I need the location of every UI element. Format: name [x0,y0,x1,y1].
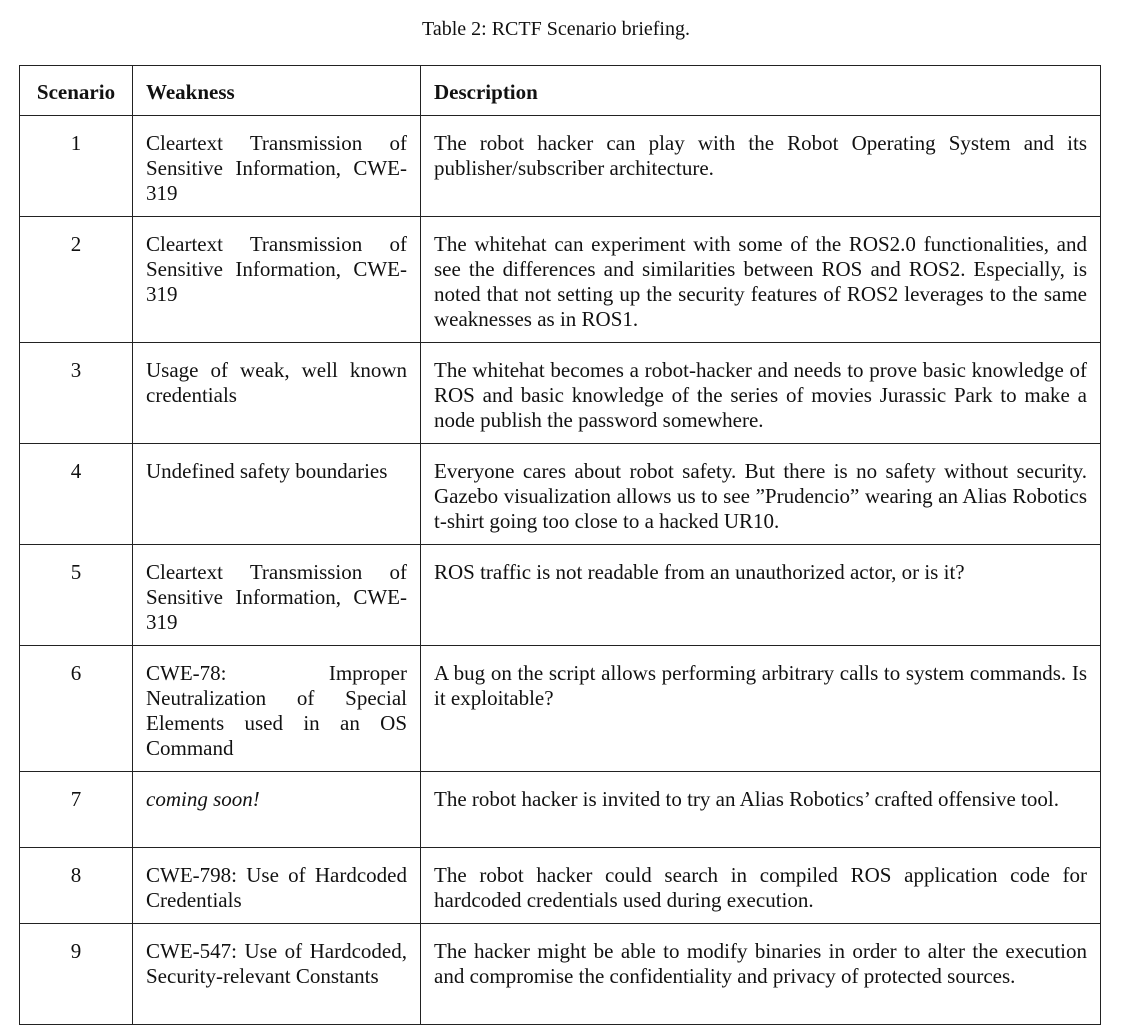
description-text: The whitehat becomes a robot-hacker and needs to prove basic knowledge of ROS and basic knowledge of the series of movies Jurassic Park to make a node publish the password somewhere. [421,343,1101,444]
scenario-number: 1 [20,116,133,217]
table-row [20,444,1101,545]
table-row [20,848,1101,924]
description-text: The whitehat can experiment with some of the ROS2.0 functionalities, and see the differences and similarities between ROS and ROS2. Especially, is noted that not setting up the security features of ROS2 leverages to the same weaknesses as in ROS1. [421,217,1101,343]
table-caption [0,17,1112,41]
table-row [20,646,1101,772]
scenario-number: 5 [20,545,133,646]
weakness-text: Cleartext Transmission of Sensitive Information, CWE-319 [133,116,421,217]
table-header-row [20,66,1101,116]
weakness-text: CWE-547: Use of Hardcoded, Security-relevant Constants [133,924,421,1025]
table-row [20,545,1101,646]
weakness-text: Cleartext Transmission of Sensitive Information, CWE-319 [133,545,421,646]
header-description: Description [421,66,1101,116]
header-weakness: Weakness [133,66,421,116]
scenario-number: 3 [20,343,133,444]
scenario-number: 7 [20,772,133,848]
scenario-number: 6 [20,646,133,772]
weakness-text: CWE-78: Improper Neutralization of Special Elements used in an OS Command [133,646,421,772]
header-scenario: Scenario [20,66,133,116]
weakness-text: CWE-798: Use of Hardcoded Credentials [133,848,421,924]
table-caption-text: RCTF Scenario briefing. [491,18,690,40]
description-text: A bug on the script allows performing arbitrary calls to system commands. Is it exploitable? [421,646,1101,772]
description-text: The robot hacker is invited to try an Alias Robotics’ crafted offensive tool. [421,772,1101,848]
table-caption-label: Table 2: [422,18,487,40]
description-text: ROS traffic is not readable from an unauthorized actor, or is it? [421,545,1101,646]
description-text: The hacker might be able to modify binaries in order to alter the execution and compromise the confidentiality and privacy of protected sources. [421,924,1101,1025]
description-text: Everyone cares about robot safety. But there is no safety without security. Gazebo visualization allows us to see ”Prudencio” wearing an Alias Robotics t-shirt going too close to a hacked UR10. [421,444,1101,545]
description-text: The robot hacker could search in compiled ROS application code for hardcoded credentials used during execution. [421,848,1101,924]
weakness-text: coming soon! [133,772,421,848]
table-row [20,116,1101,217]
scenario-number: 9 [20,924,133,1025]
weakness-text: Usage of weak, well known credentials [133,343,421,444]
scenario-number: 4 [20,444,133,545]
table-row [20,217,1101,343]
scenario-number: 2 [20,217,133,343]
weakness-text: Undefined safety boundaries [133,444,421,545]
scenario-table [19,65,1101,1025]
weakness-text: Cleartext Transmission of Sensitive Information, CWE-319 [133,217,421,343]
table-row [20,343,1101,444]
description-text: The robot hacker can play with the Robot Operating System and its publisher/subscriber architecture. [421,116,1101,217]
table-row [20,924,1101,1025]
scenario-number: 8 [20,848,133,924]
table-row [20,772,1101,848]
